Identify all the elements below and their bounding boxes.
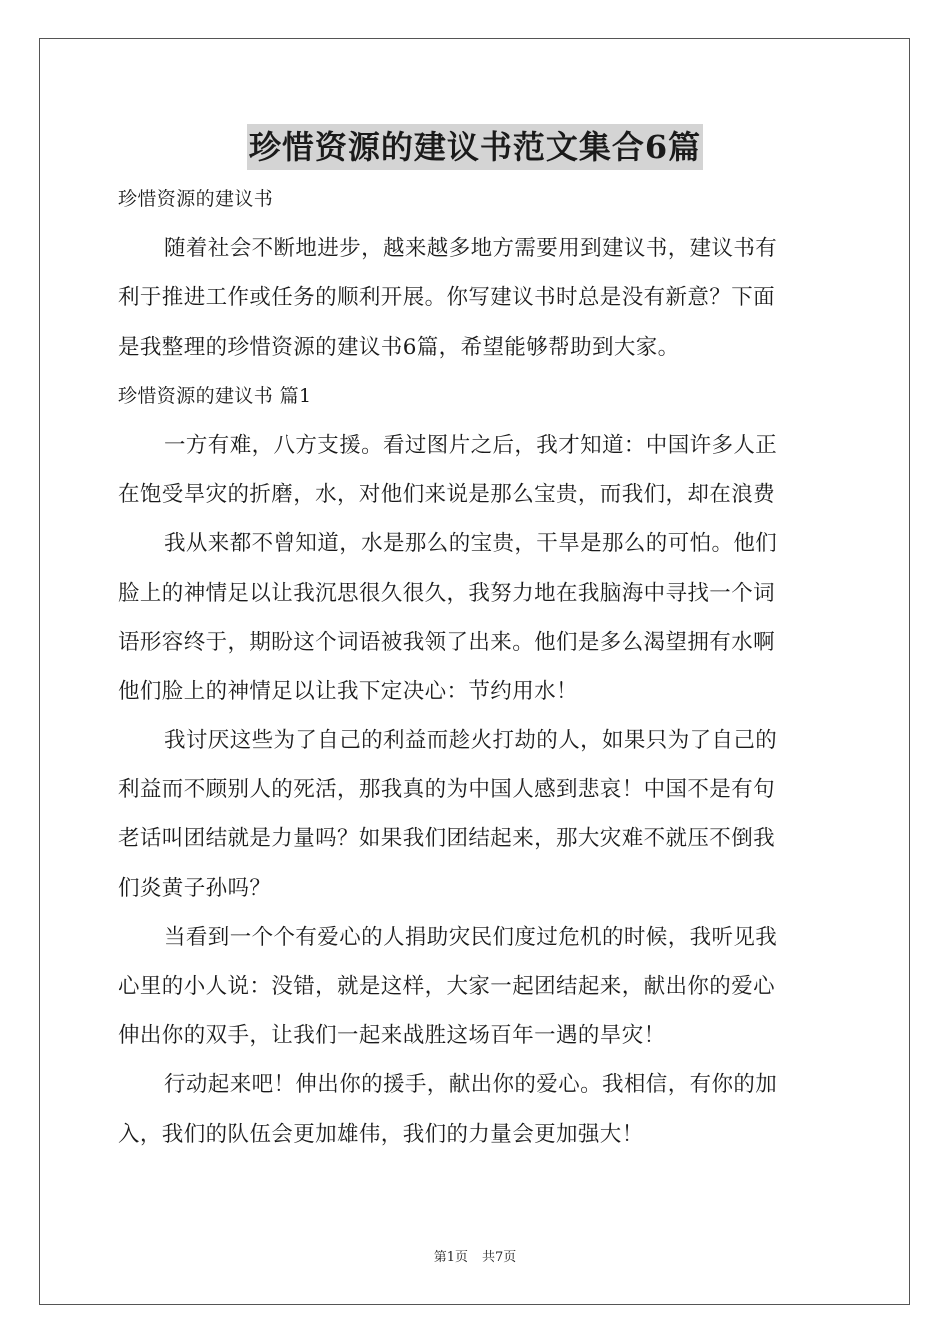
page-total: 共7页	[482, 1250, 517, 1265]
page-footer	[0, 1246, 950, 1265]
paragraph-line: 语形容终于，期盼这个词语被我领了出来。他们是多么渴望拥有水啊	[118, 629, 776, 655]
paragraph-line: 当看到一个个有爱心的人捐助灾民们度过危机的时候，我听见我	[164, 924, 778, 950]
paragraph-line: 随着社会不断地进步，越来越多地方需要用到建议书，建议书有	[164, 236, 778, 262]
paragraph-line: 利益而不顾别人的死活，那我真的为中国人感到悲哀！中国不是有句	[118, 777, 776, 803]
paragraph-line: 他们脸上的神情足以让我下定决心：节约用水！	[118, 678, 578, 704]
document-body	[118, 175, 834, 1159]
paragraph-line: 入，我们的队伍会更加雄伟，我们的力量会更加强大！	[118, 1121, 644, 1147]
paragraph-line: 我讨厌这些为了自己的利益而趁火打劫的人，如果只为了自己的	[164, 728, 778, 754]
paragraph-line: 我从来都不曾知道，水是那么的宝贵，干旱是那么的可怕。他们	[164, 531, 778, 557]
section-heading: 珍惜资源的建议书 篇1	[118, 384, 312, 407]
paragraph-line: 在饱受旱灾的折磨，水，对他们来说是那么宝贵，而我们，却在浪费	[118, 482, 776, 508]
paragraph-line: 们炎黄子孙吗？	[118, 875, 272, 901]
paragraph-line: 行动起来吧！伸出你的援手，献出你的爱心。我相信，有你的加	[164, 1072, 778, 1098]
paragraph-line: 利于推进工作或任务的顺利开展。你写建议书时总是没有新意？下面	[118, 285, 776, 311]
title-container	[0, 124, 950, 170]
paragraph-line: 脸上的神情足以让我沉思很久很久，我努力地在我脑海中寻找一个词	[118, 580, 776, 606]
page-number: 第1页	[433, 1250, 468, 1265]
paragraph-line: 一方有难，八方支援。看过图片之后，我才知道：中国许多人正	[164, 432, 778, 458]
paragraph-line: 老话叫团结就是力量吗？如果我们团结起来，那大灾难不就压不倒我	[118, 826, 776, 852]
section-heading: 珍惜资源的建议书	[118, 188, 274, 210]
paragraph-line: 心里的小人说：没错，就是这样，大家一起团结起来，献出你的爱心	[118, 974, 776, 999]
document-title: 珍惜资源的建议书范文集合6篇	[247, 124, 703, 170]
paragraph-line: 是我整理的珍惜资源的建议书6篇，希望能够帮助到大家。	[118, 334, 680, 360]
paragraph-line: 伸出你的双手，让我们一起来战胜这场百年一遇的旱灾！	[118, 1023, 666, 1049]
